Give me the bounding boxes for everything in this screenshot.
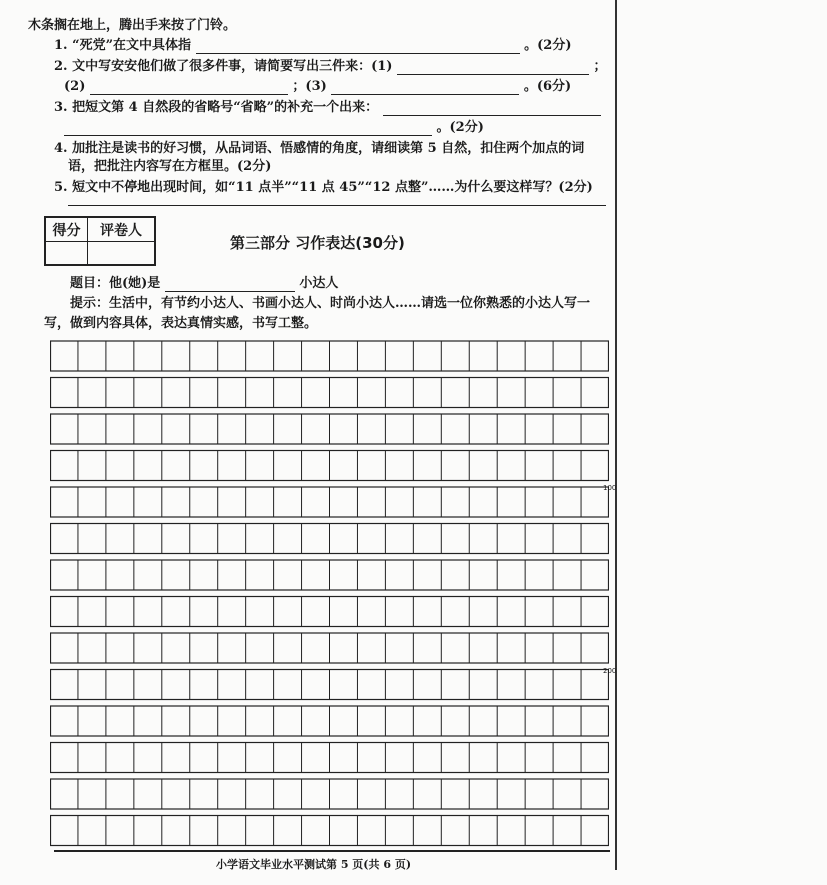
answer-blank-2-3[interactable] (331, 81, 519, 95)
essay-title-suffix: 小达人 (299, 276, 339, 291)
score-entry-box[interactable] (46, 242, 88, 264)
writing-grid-lines (50, 339, 609, 850)
page-footer: 小学语文毕业水平测试第 5 页(共 6 页) (216, 858, 412, 871)
question-1-score: 。(2分) (524, 38, 572, 53)
question-4-line1: 4. 加批注是读书的好习惯，从品词语、悟感情的角度，请细读第 5 自然，扣住两个加点的词 (54, 141, 585, 156)
question-2-label-3: ；(3) (292, 79, 327, 94)
answer-blank-1[interactable] (196, 40, 520, 54)
essay-hint-line2: 写，做到内容具体，表达真情实感，书写工整。 (44, 316, 318, 331)
question-1-text: 1. “死党”在文中具体指 (54, 38, 192, 53)
question-3 (54, 100, 601, 116)
question-4-line2: 语，把批注内容写在方框里。(2分) (68, 159, 272, 174)
answer-blank-5[interactable] (68, 192, 606, 206)
question-2-score: 。(6分) (523, 79, 572, 94)
question-5: 5. 短文中不停地出现时间，如“11 点半”“11 点 45”“12 点整”……为什么要这样写？(2分) (54, 180, 593, 195)
answer-blank-2-2[interactable] (90, 81, 288, 95)
grader-entry-box[interactable] (88, 242, 154, 264)
answer-blank-3b[interactable] (64, 122, 432, 136)
essay-hint-line1: 提示：生活中，有节约小达人、书画小达人、时尚小达人……请选一位你熟悉的小达人写一 (70, 296, 591, 311)
writing-grid[interactable] (50, 339, 609, 850)
char-count-100-marker: 100 (603, 484, 617, 492)
grader-label: 评卷人 (88, 218, 154, 242)
section-title: 第三部分 习作表达(30分) (230, 234, 405, 252)
question-2 (54, 59, 607, 75)
page-margin-rule (615, 0, 617, 870)
essay-title-blank[interactable] (165, 278, 295, 292)
essay-title-prefix: 题目：他(她)是 (70, 276, 161, 291)
essay-title-line (70, 276, 338, 292)
score-table (44, 216, 156, 266)
answer-blank-2-1[interactable] (397, 61, 589, 75)
char-count-200-marker: 200 (603, 667, 617, 675)
question-2-sep: ； (593, 59, 607, 74)
footer-rule (54, 850, 610, 852)
question-2-text: 2. 文中写安安他们做了很多件事，请简要写出三件来：(1) (54, 59, 393, 74)
question-3-score: 。(2分) (436, 120, 484, 135)
answer-blank-3a[interactable] (383, 102, 601, 116)
passage-end-line: 木条搁在地上，腾出手来按了门铃。 (28, 18, 237, 33)
question-2-label-2: (2) (64, 79, 86, 94)
question-3-text: 3. 把短文第 4 自然段的省略号“省略”的补充一个出来： (54, 100, 379, 115)
question-1 (54, 38, 571, 54)
question-3-line2 (64, 120, 484, 136)
score-label: 得分 (46, 218, 88, 242)
question-2-line2 (64, 79, 571, 95)
